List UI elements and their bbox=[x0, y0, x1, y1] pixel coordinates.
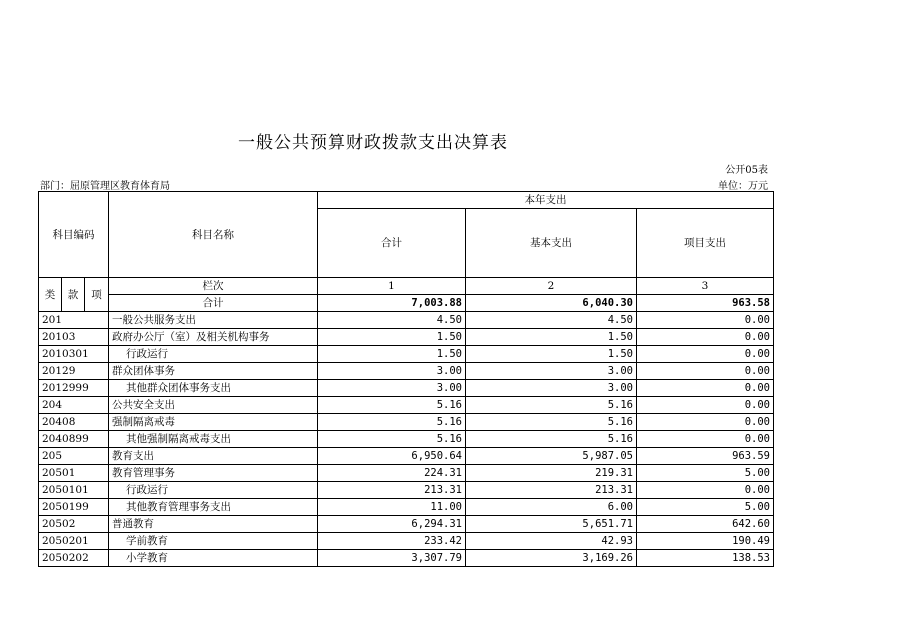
subject-name-cell: 行政运行 bbox=[109, 482, 318, 499]
subject-name-cell: 其他群众团体事务支出 bbox=[109, 380, 318, 397]
project-cell: 642.60 bbox=[637, 516, 774, 533]
total-cell: 5.16 bbox=[318, 431, 466, 448]
project-cell: 0.00 bbox=[637, 380, 774, 397]
col-index-1: 1 bbox=[318, 278, 466, 295]
header-row-1 bbox=[39, 192, 774, 209]
subject-name-cell: 其他强制隔离戒毒支出 bbox=[109, 431, 318, 448]
total-cell: 5.16 bbox=[318, 397, 466, 414]
subject-name-header: 科目名称 bbox=[109, 192, 318, 278]
basic-cell: 6.00 bbox=[466, 499, 637, 516]
subject-name-cell: 强制隔离戒毒 bbox=[109, 414, 318, 431]
table-row bbox=[39, 550, 774, 567]
project-cell: 0.00 bbox=[637, 431, 774, 448]
subject-name-cell: 群众团体事务 bbox=[109, 363, 318, 380]
table-row bbox=[39, 499, 774, 516]
project-cell: 0.00 bbox=[637, 346, 774, 363]
basic-cell: 219.31 bbox=[466, 465, 637, 482]
total-cell: 233.42 bbox=[318, 533, 466, 550]
expenditure-table bbox=[38, 191, 774, 567]
col-index-3: 3 bbox=[637, 278, 774, 295]
total-cell: 6,294.31 bbox=[318, 516, 466, 533]
basic-cell: 213.31 bbox=[466, 482, 637, 499]
subject-code-cell: 20408 bbox=[39, 414, 109, 431]
form-number: 公开05表 bbox=[725, 165, 768, 176]
table-row bbox=[39, 380, 774, 397]
table-row bbox=[39, 329, 774, 346]
project-cell: 138.53 bbox=[637, 550, 774, 567]
subject-code-cell: 2040899 bbox=[39, 431, 109, 448]
total-cell: 4.50 bbox=[318, 312, 466, 329]
subject-code-cell: 20502 bbox=[39, 516, 109, 533]
basic-cell: 3.00 bbox=[466, 363, 637, 380]
xiang-header: 项 bbox=[85, 278, 109, 312]
table-row bbox=[39, 431, 774, 448]
total-cell: 213.31 bbox=[318, 482, 466, 499]
subject-code-cell: 20103 bbox=[39, 329, 109, 346]
table-row bbox=[39, 363, 774, 380]
subject-code-cell: 2050201 bbox=[39, 533, 109, 550]
project-cell: 0.00 bbox=[637, 329, 774, 346]
table-row bbox=[39, 346, 774, 363]
subject-code-cell: 20501 bbox=[39, 465, 109, 482]
subject-name-cell: 教育支出 bbox=[109, 448, 318, 465]
total-cell: 6,950.64 bbox=[318, 448, 466, 465]
subject-code-cell: 204 bbox=[39, 397, 109, 414]
sum-label: 合计 bbox=[109, 295, 318, 312]
basic-cell: 42.93 bbox=[466, 533, 637, 550]
subject-name-cell: 一般公共服务支出 bbox=[109, 312, 318, 329]
total-cell: 1.50 bbox=[318, 346, 466, 363]
project-cell: 0.00 bbox=[637, 312, 774, 329]
subject-name-cell: 小学教育 bbox=[109, 550, 318, 567]
subject-name-cell: 学前教育 bbox=[109, 533, 318, 550]
current-year-header: 本年支出 bbox=[318, 192, 774, 209]
sum-row bbox=[39, 295, 774, 312]
kuan-header: 款 bbox=[62, 278, 85, 312]
basic-cell: 5,987.05 bbox=[466, 448, 637, 465]
total-cell: 3,307.79 bbox=[318, 550, 466, 567]
subject-code-cell: 2050199 bbox=[39, 499, 109, 516]
total-cell: 5.16 bbox=[318, 414, 466, 431]
basic-cell: 1.50 bbox=[466, 329, 637, 346]
department-label: 部门：屈原管理区教育体育局 bbox=[40, 181, 170, 192]
project-header: 项目支出 bbox=[637, 209, 774, 278]
sum-basic: 6,040.30 bbox=[466, 295, 637, 312]
total-cell: 1.50 bbox=[318, 329, 466, 346]
basic-cell: 4.50 bbox=[466, 312, 637, 329]
basic-cell: 5.16 bbox=[466, 397, 637, 414]
subject-code-cell: 2012999 bbox=[39, 380, 109, 397]
project-cell: 5.00 bbox=[637, 499, 774, 516]
basic-header: 基本支出 bbox=[466, 209, 637, 278]
table-row bbox=[39, 533, 774, 550]
project-cell: 0.00 bbox=[637, 363, 774, 380]
table-row bbox=[39, 312, 774, 329]
subject-code-cell: 201 bbox=[39, 312, 109, 329]
total-cell: 11.00 bbox=[318, 499, 466, 516]
sum-project: 963.58 bbox=[637, 295, 774, 312]
basic-cell: 3,169.26 bbox=[466, 550, 637, 567]
subject-code-cell: 2050101 bbox=[39, 482, 109, 499]
total-cell: 224.31 bbox=[318, 465, 466, 482]
table-row bbox=[39, 397, 774, 414]
subject-name-cell: 普通教育 bbox=[109, 516, 318, 533]
table-row bbox=[39, 516, 774, 533]
total-cell: 3.00 bbox=[318, 380, 466, 397]
project-cell: 190.49 bbox=[637, 533, 774, 550]
col-index-2: 2 bbox=[466, 278, 637, 295]
subject-name-cell: 公共安全支出 bbox=[109, 397, 318, 414]
project-cell: 0.00 bbox=[637, 397, 774, 414]
project-cell: 5.00 bbox=[637, 465, 774, 482]
project-cell: 0.00 bbox=[637, 482, 774, 499]
basic-cell: 5.16 bbox=[466, 431, 637, 448]
total-header: 合计 bbox=[318, 209, 466, 278]
subject-code-cell: 2010301 bbox=[39, 346, 109, 363]
subject-name-cell: 其他教育管理事务支出 bbox=[109, 499, 318, 516]
column-label: 栏次 bbox=[109, 278, 318, 295]
basic-cell: 3.00 bbox=[466, 380, 637, 397]
table-row bbox=[39, 448, 774, 465]
sum-total: 7,003.88 bbox=[318, 295, 466, 312]
project-cell: 0.00 bbox=[637, 414, 774, 431]
table-row bbox=[39, 465, 774, 482]
subject-code-cell: 205 bbox=[39, 448, 109, 465]
project-cell: 963.59 bbox=[637, 448, 774, 465]
subject-code-cell: 2050202 bbox=[39, 550, 109, 567]
subject-name-cell: 政府办公厅（室）及相关机构事务 bbox=[109, 329, 318, 346]
unit-label: 单位：万元 bbox=[718, 181, 768, 192]
basic-cell: 5.16 bbox=[466, 414, 637, 431]
subject-code-header: 科目编码 bbox=[39, 192, 109, 278]
total-cell: 3.00 bbox=[318, 363, 466, 380]
table-row bbox=[39, 482, 774, 499]
subject-name-cell: 教育管理事务 bbox=[109, 465, 318, 482]
subject-code-cell: 20129 bbox=[39, 363, 109, 380]
basic-cell: 1.50 bbox=[466, 346, 637, 363]
table-row bbox=[39, 414, 774, 431]
subject-name-cell: 行政运行 bbox=[109, 346, 318, 363]
basic-cell: 5,651.71 bbox=[466, 516, 637, 533]
lei-header: 类 bbox=[39, 278, 62, 312]
page-title: 一般公共预算财政拨款支出决算表 bbox=[238, 133, 508, 153]
column-index-row bbox=[39, 278, 774, 295]
